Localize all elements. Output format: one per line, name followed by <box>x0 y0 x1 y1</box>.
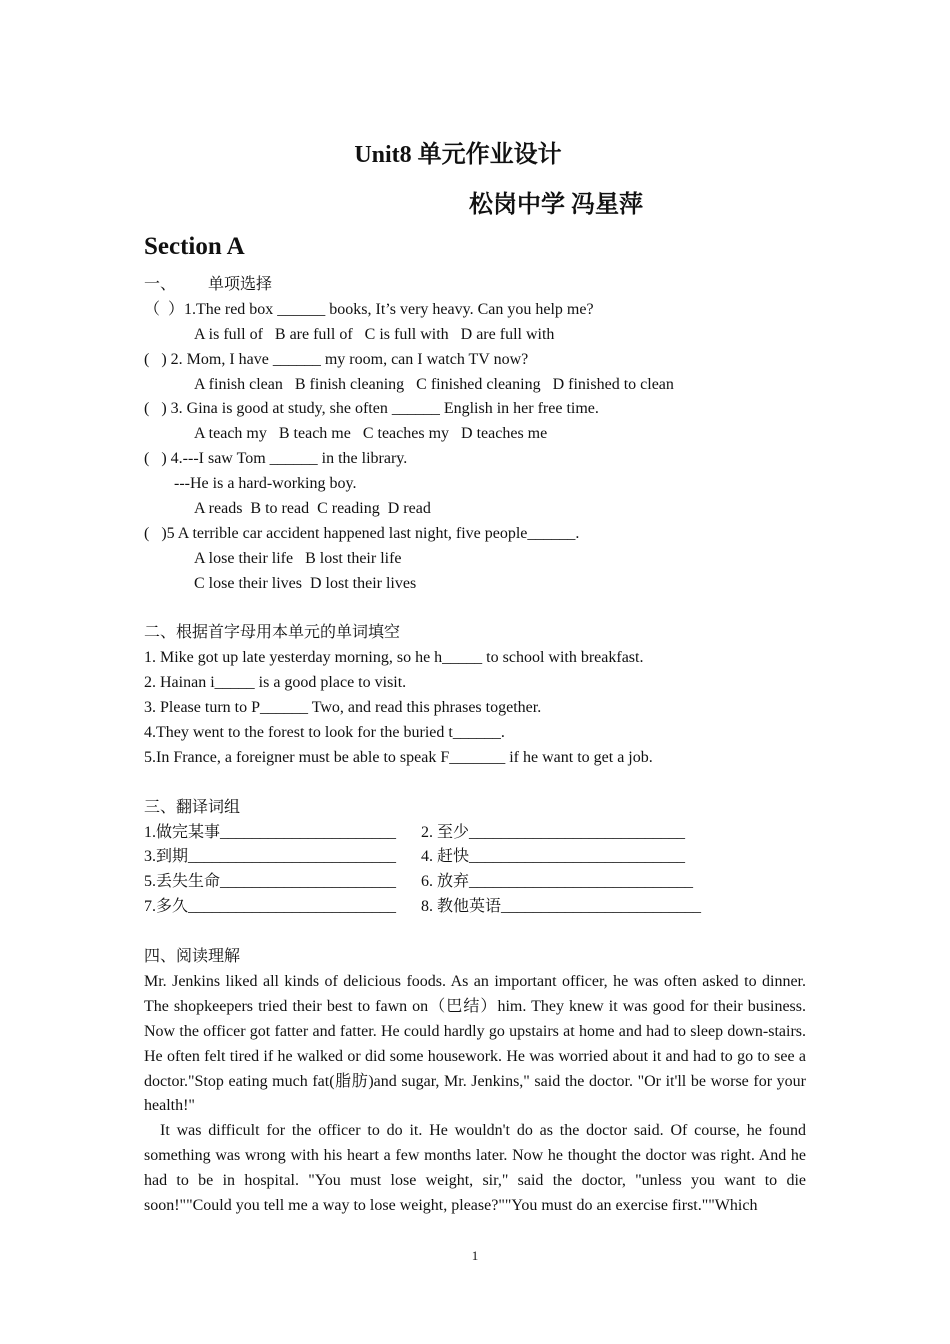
part4-heading: 四、阅读理解 <box>144 948 241 966</box>
spacer <box>144 771 806 796</box>
question-5-options-a: A lose their life B lost their life <box>194 549 402 567</box>
document-title: Unit8 单元作业设计 <box>354 142 562 168</box>
translate-item-7: 7.多久__________________________ <box>144 898 397 916</box>
question-5: ( )5 A terrible car accident happened last night, five people______. <box>144 524 580 542</box>
translate-item-8: 8. 教他英语_________________________ <box>421 898 702 916</box>
part3-heading: 三、翻译词组 <box>144 798 241 816</box>
translate-row <box>144 845 806 870</box>
fill-sentence-5: 5.In France, a foreigner must be able to speak F_______ if he want to get a job. <box>144 748 653 766</box>
fill-sentence-3: 3. Please turn to P______ Two, and read this phrases together. <box>144 699 542 717</box>
translate-item-6: 6. 放弃____________________________ <box>421 873 694 891</box>
question-1: （ ）1.The red box ______ books, It’s very heavy. Can you help me? <box>144 300 594 318</box>
part1-heading: 一、 单项选择 <box>144 276 273 293</box>
section-heading: Section A <box>144 233 245 260</box>
question-4-response: ---He is a hard-working boy. <box>174 475 357 493</box>
document-body <box>144 273 806 1219</box>
translate-item-4: 4. 赶快___________________________ <box>421 848 686 866</box>
reading-paragraph-2: It was difficult for the officer to do it. He wouldn't do as the doctor said. Of course, he found something was wrong with his heart a few months later. Now he thought the doctor was right. And he had to be in hospital. "You must lose weight, sir," said the doctor, "unless you want to die soon!""Could you tell me a way to lose weight, please?""You must do an exercise first.""Which <box>144 1122 806 1215</box>
question-3: ( ) 3. Gina is good at study, she often ______ English in her free time. <box>144 400 599 418</box>
spacer <box>144 920 806 945</box>
question-4: ( ) 4.---I saw Tom ______ in the library. <box>144 450 408 468</box>
question-2-options: A finish clean B finish cleaning C finished cleaning D finished to clean <box>194 375 674 393</box>
question-2: ( ) 2. Mom, I have ______ my room, can I watch TV now? <box>144 350 529 368</box>
question-5-options-b: C lose their lives D lost their lives <box>194 574 417 592</box>
author-line: 松岗中学 冯星萍 <box>469 192 643 218</box>
reading-paragraph-1: Mr. Jenkins liked all kinds of delicious foods. As an important officer, he was often asked to dinner. The shopkeepers tried their best to fawn on（巴结）him. They knew it was good for their business. Now the officer got fatter and fatter. He could hardly go upstairs at home and had to sleep down-stairs. He often felt tired if he walked or did some housework. He was worried about it and had to go to see a doctor."Stop eating much fat(脂肪)and sugar, Mr. Jenkins," said the doctor. "Or it'll be worse for your health!" <box>144 972 806 1115</box>
translate-item-2: 2. 至少___________________________ <box>421 823 686 841</box>
question-4-options: A reads B to read C reading D read <box>194 500 431 518</box>
part2-heading: 二、根据首字母用本单元的单词填空 <box>144 624 401 642</box>
page-number: 1 <box>471 1248 479 1263</box>
spacer <box>144 597 806 622</box>
translate-row <box>144 870 806 895</box>
translate-item-3: 3.到期__________________________ <box>144 848 397 866</box>
translate-item-1: 1.做完某事______________________ <box>144 823 397 841</box>
fill-sentence-1: 1. Mike got up late yesterday morning, so he h_____ to school with breakfast. <box>144 649 644 667</box>
fill-sentence-2: 2. Hainan i_____ is a good place to visit. <box>144 674 407 692</box>
fill-sentence-4: 4.They went to the forest to look for the buried t______. <box>144 724 505 742</box>
translate-item-5: 5.丢失生命______________________ <box>144 873 397 891</box>
translate-row <box>144 821 806 846</box>
question-1-options: A is full of B are full of C is full with D are full with <box>194 325 555 343</box>
question-3-options: A teach my B teach me C teaches my D teaches me <box>194 425 548 443</box>
translate-row <box>144 895 806 920</box>
